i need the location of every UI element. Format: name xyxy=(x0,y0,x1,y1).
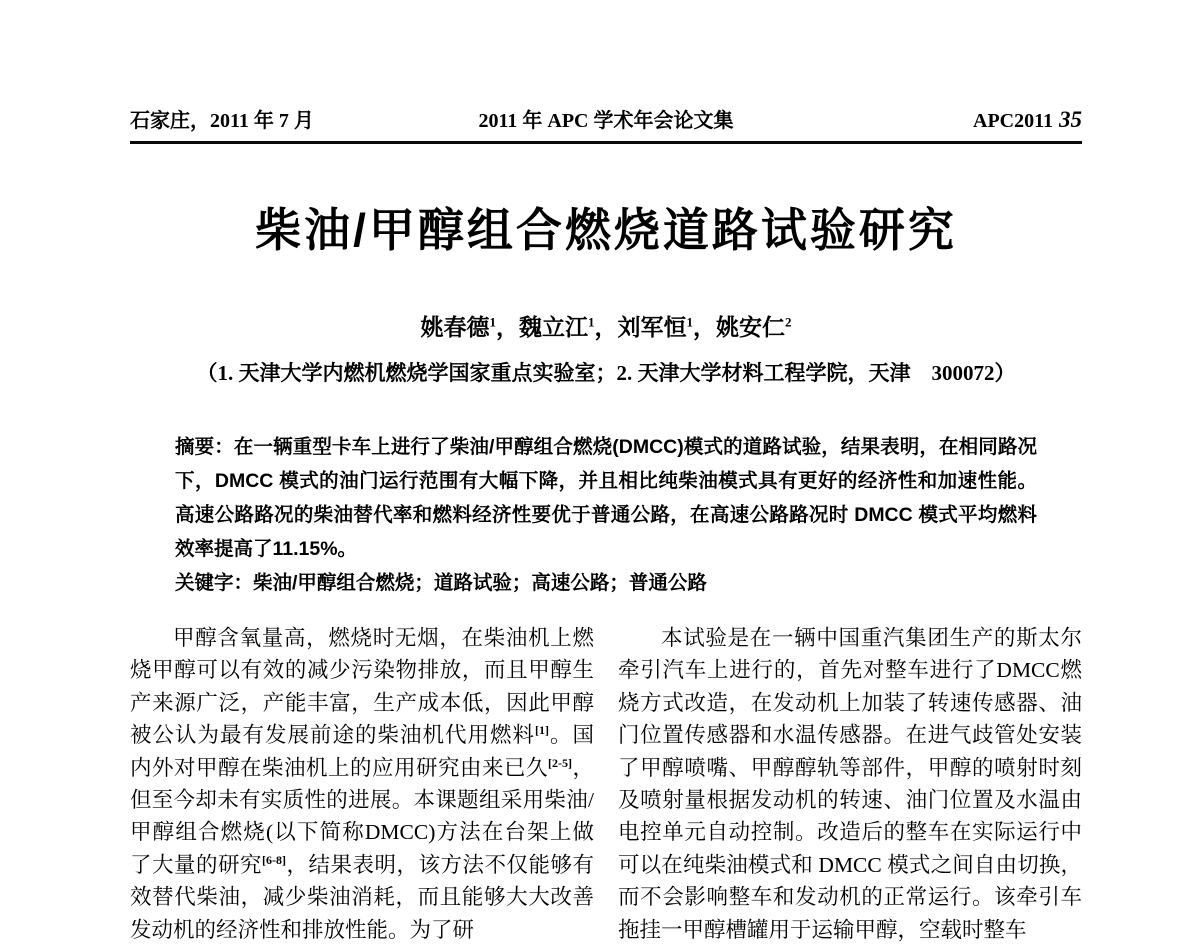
author-separator: ， xyxy=(496,315,519,340)
page-number: 35 xyxy=(1059,107,1082,132)
author-superscript: 2 xyxy=(785,314,792,330)
author-separator: ， xyxy=(594,315,618,340)
paragraph-text: ，结果表明，该方法不仅能够有效替代柴油，减少柴油消耗，而且能够大大改善发动机的经济性和排放性能。为了研 xyxy=(130,852,594,942)
paper-title: 柴油/甲醇组合燃烧道路试验研究 xyxy=(255,204,957,256)
running-header xyxy=(130,106,1082,135)
author-name: 姚春德 xyxy=(420,315,490,340)
header-rule xyxy=(130,141,1082,144)
author-superscript: 1 xyxy=(686,314,693,330)
paragraph-text: ，但至今却未有实质性的进展。本课题组采用柴油/甲醇组合燃烧(以下简称DMCC)方法在台架上做了大量的研究 xyxy=(130,755,594,877)
header-venue-date: 石家庄，2011 年 7 月 xyxy=(130,110,314,132)
paragraph-text: 本试验是在一辆中国重汽集团生产的斯太尔牵引汽车上进行的，首先对整车进行了DMCC燃烧方式改造，在发动机上加装了转速传感器、油门位置传感器和水温传感器。在进气歧管处安装了甲醇喷嘴、甲醇醇轨等部件，甲醇的喷射时刻及喷射量根据发动机的转速、油门位置及水温由电控单元自动控制。改造后的整车在实际运行中可以在纯柴油模式和 DMCC 模式之间自由切换，而不会影响整车和发动机的正常运行。该牵引车拖挂一甲醇槽罐用于运输甲醇，空载时整车 xyxy=(618,626,1082,942)
header-page-ref xyxy=(734,106,1083,135)
reference-superscript: [1] xyxy=(534,723,549,738)
abstract-label: 摘要： xyxy=(175,436,234,458)
keywords-label: 关键字： xyxy=(175,572,254,594)
paragraph xyxy=(618,622,1082,946)
author-separator: ， xyxy=(693,315,716,340)
reference-superscript: [6-8] xyxy=(262,852,286,867)
paragraph xyxy=(130,622,594,946)
author-name: 魏立江 xyxy=(519,315,588,340)
paragraph-text: 甲醇含氧量高，燃烧时无烟，在柴油机上燃烧甲醇可以有效的减少污染物排放，而且甲醇生产来源广泛，产能丰富，生产成本低，因此甲醇被公认为最有发展前途的柴油机代用燃料 xyxy=(130,626,594,748)
keywords-text: 柴油/甲醇组合燃烧；道路试验；高速公路；普通公路 xyxy=(253,572,707,594)
left-column xyxy=(130,622,594,946)
authors-line xyxy=(130,310,1082,346)
author-name: 姚安仁 xyxy=(716,315,785,340)
body-columns xyxy=(130,622,1082,946)
abstract-text: 在一辆重型卡车上进行了柴油/甲醇组合燃烧(DMCC)模式的道路试验，结果表明，在相同路况下，DMCC 模式的油门运行范围有大幅下降，并且相比纯柴油模式具有更好的经济性和加速性能。高速公路路况的柴油替代率和燃料经济性要优于普通公路，在高速公路路况时 DMCC 模式平均燃料效率提高了11.15%。 xyxy=(175,436,1037,560)
header-conference-code: APC2011 xyxy=(973,110,1053,132)
right-column xyxy=(618,622,1082,946)
page-content xyxy=(130,0,1082,946)
author-superscript: 1 xyxy=(588,314,595,330)
author-superscript: 1 xyxy=(489,314,496,330)
abstract-block xyxy=(175,430,1037,566)
paragraph-text: 。国内外对甲醇在柴油机上的应用研究由来已久 xyxy=(130,723,594,780)
affiliation-line: （1. 天津大学内燃机燃烧学国家重点实验室；2. 天津大学材料工程学院，天津 300072） xyxy=(196,361,1016,385)
reference-superscript: [2-5] xyxy=(547,755,572,770)
author-name: 刘军恒 xyxy=(617,315,687,340)
header-proceedings-title: 2011 年 APC 学术年会论文集 xyxy=(478,110,734,132)
keywords-block xyxy=(175,566,1037,600)
